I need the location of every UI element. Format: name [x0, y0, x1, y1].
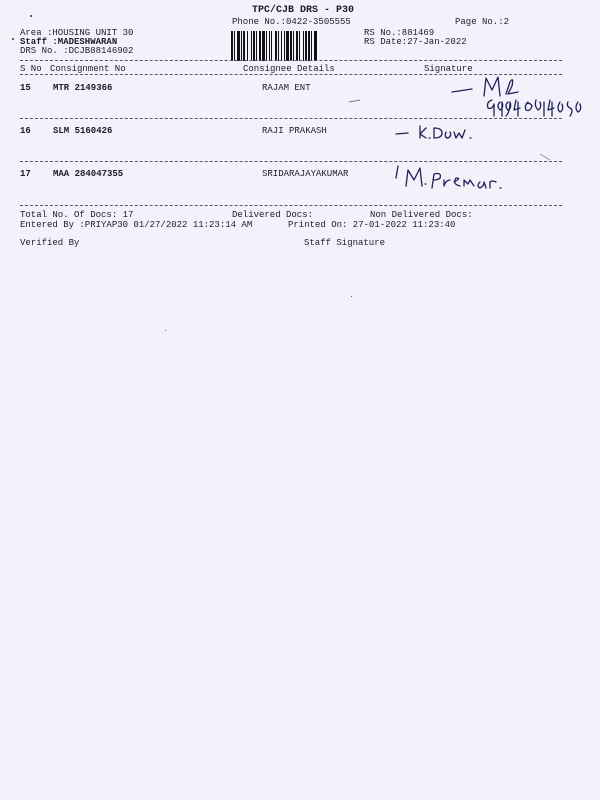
- scan-speck: [351, 296, 352, 297]
- row-sno: 17: [20, 169, 31, 179]
- handwritten-signature: [392, 160, 522, 196]
- column-header-consignee: Consignee Details: [243, 64, 335, 74]
- total-docs: Total No. Of Docs: 17: [20, 210, 134, 220]
- row-consignment-number: SLM 5160426: [53, 126, 113, 136]
- handwritten-signature: [392, 118, 492, 144]
- column-header-consignment: Consignment No: [50, 64, 126, 74]
- document-title: TPC/CJB DRS - P30: [252, 5, 355, 16]
- delivered-docs: Delivered Docs:: [232, 210, 314, 220]
- row-consignment-number: MAA 284047355: [53, 169, 124, 179]
- printed-on: Printed On: 27-01-2022 11:23:40: [288, 220, 456, 230]
- row-consignee: SRIDARAJAYAKUMAR: [262, 169, 349, 179]
- scan-speck: [165, 330, 166, 331]
- barcode: [231, 31, 356, 61]
- column-header-sno: S No: [20, 64, 42, 74]
- handwritten-signature: [440, 72, 600, 124]
- area-label: Area :HOUSING UNIT 30: [20, 28, 134, 38]
- column-header-signature: Signature: [424, 64, 473, 74]
- non-delivered-docs: Non Delivered Docs:: [370, 210, 473, 220]
- staff-signature-label: Staff Signature: [304, 238, 386, 248]
- rs-date: RS Date:27-Jan-2022: [364, 37, 467, 47]
- ink-mark: [538, 152, 554, 162]
- drs-number: DRS No. :DCJB88146902: [20, 46, 134, 56]
- divider: [20, 60, 562, 61]
- row-consignment-number: MTR 2149366: [53, 83, 113, 93]
- row-sno: 15: [20, 83, 31, 93]
- row-consignee: RAJI PRAKASH: [262, 126, 327, 136]
- ink-mark: [348, 98, 362, 104]
- staff-label: Staff :MADESHWARAN: [20, 37, 118, 47]
- scan-speck: [12, 38, 14, 40]
- rs-number: RS No.:881469: [364, 28, 435, 38]
- divider: [20, 205, 562, 206]
- verified-by-label: Verified By: [20, 238, 80, 248]
- row-consignee: RAJAM ENT: [262, 83, 311, 93]
- entered-by: Entered By :PRIYAP30 01/27/2022 11:23:14 AM: [20, 220, 253, 230]
- phone-number: Phone No.:0422-3505555: [232, 17, 351, 27]
- scan-speck: [30, 15, 32, 17]
- barcode-bar: [317, 31, 318, 61]
- page-number: Page No.:2: [455, 17, 510, 27]
- row-sno: 16: [20, 126, 31, 136]
